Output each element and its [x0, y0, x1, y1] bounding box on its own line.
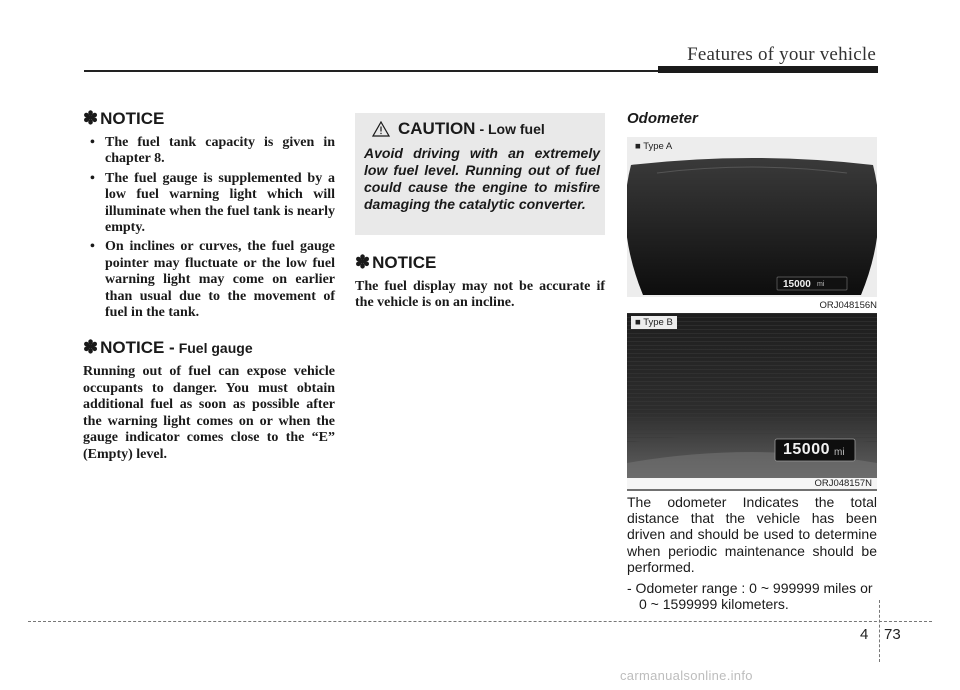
type-b-label: ■ Type B	[631, 316, 677, 329]
odometer-unit: mi	[834, 447, 845, 458]
notice-heading	[355, 252, 605, 273]
header-rule	[84, 70, 660, 72]
star-icon: ✽	[83, 337, 99, 358]
odometer-type-a-image	[627, 137, 877, 297]
star-icon: ✽	[83, 108, 99, 128]
odometer-type-b-image	[627, 313, 877, 491]
column-1	[83, 108, 335, 463]
caution-text: Avoid driving with an extremely low fuel level. Running out of fuel could cause the engine to misfire damaging the catalytic converter.	[364, 145, 600, 212]
notice-heading	[83, 108, 335, 129]
odometer-description-text: The odometer Indicates the total distance that the vehicle has been driven and should be used to determine when periodic maintenance should be performed.	[627, 494, 877, 575]
odometer-heading: Odometer	[627, 110, 698, 127]
cluster-type-b-illustration	[627, 313, 877, 491]
bullet-item: • On inclines or curves, the fuel gauge pointer may fluctuate or the low fuel warning light may come on earlier than usual due to the movement of fuel in the tank.	[83, 239, 335, 321]
running-header: Features of your vehicle	[687, 44, 876, 65]
notice-title: NOTICE	[100, 109, 165, 128]
odometer-reading: 15000	[783, 441, 830, 458]
incline-notice-text: The fuel display may not be accurate if the vehicle is on an incline.	[355, 279, 605, 311]
bullet-item: • The fuel tank capacity is given in chapter 8.	[83, 135, 335, 168]
odometer-range: - Odometer range : 0 ~ 999999 miles or 0 ~ 1599999 kilometers.	[627, 580, 873, 613]
bullet-item: • The fuel gauge is supplemented by a low fuel warning light which will illuminate when the fuel tank is nearly empty.	[83, 171, 335, 237]
notice-bullet-list	[83, 135, 335, 321]
odometer-reading: 15000	[783, 279, 811, 290]
image-caption: ORJ048156N	[819, 300, 877, 311]
footer-rule	[28, 621, 932, 622]
caution-heading	[372, 119, 545, 139]
page-number: 73	[884, 626, 901, 643]
notice-title: NOTICE	[372, 253, 437, 272]
header-bar	[658, 66, 878, 73]
watermark: carmanualsonline.info	[620, 668, 753, 683]
chapter-number: 4	[860, 626, 869, 643]
image-caption: ORJ048157N	[627, 478, 877, 489]
fuel-gauge-notice-text: Running out of fuel can expose vehicle occupants to danger. You must obtain additional fuel as soon as possible after the warning light comes on or when the gauge indicator comes close to the “E” (Empty) level.	[83, 364, 335, 462]
caution-title: CAUTION	[398, 119, 476, 138]
footer-divider	[879, 600, 880, 662]
odometer-description	[627, 494, 877, 617]
notice-subtitle: Fuel gauge	[178, 340, 253, 357]
cluster-type-a-illustration	[627, 137, 877, 297]
warning-triangle-icon	[372, 121, 390, 137]
odometer-unit: mi	[817, 281, 825, 288]
fuel-gauge-notice-heading	[83, 337, 335, 358]
incline-notice	[355, 252, 605, 312]
star-icon: ✽	[355, 252, 371, 272]
type-a-label: ■ Type A	[631, 140, 676, 153]
caution-subtitle: - Low fuel	[479, 121, 545, 137]
notice-title: NOTICE -	[100, 338, 175, 358]
